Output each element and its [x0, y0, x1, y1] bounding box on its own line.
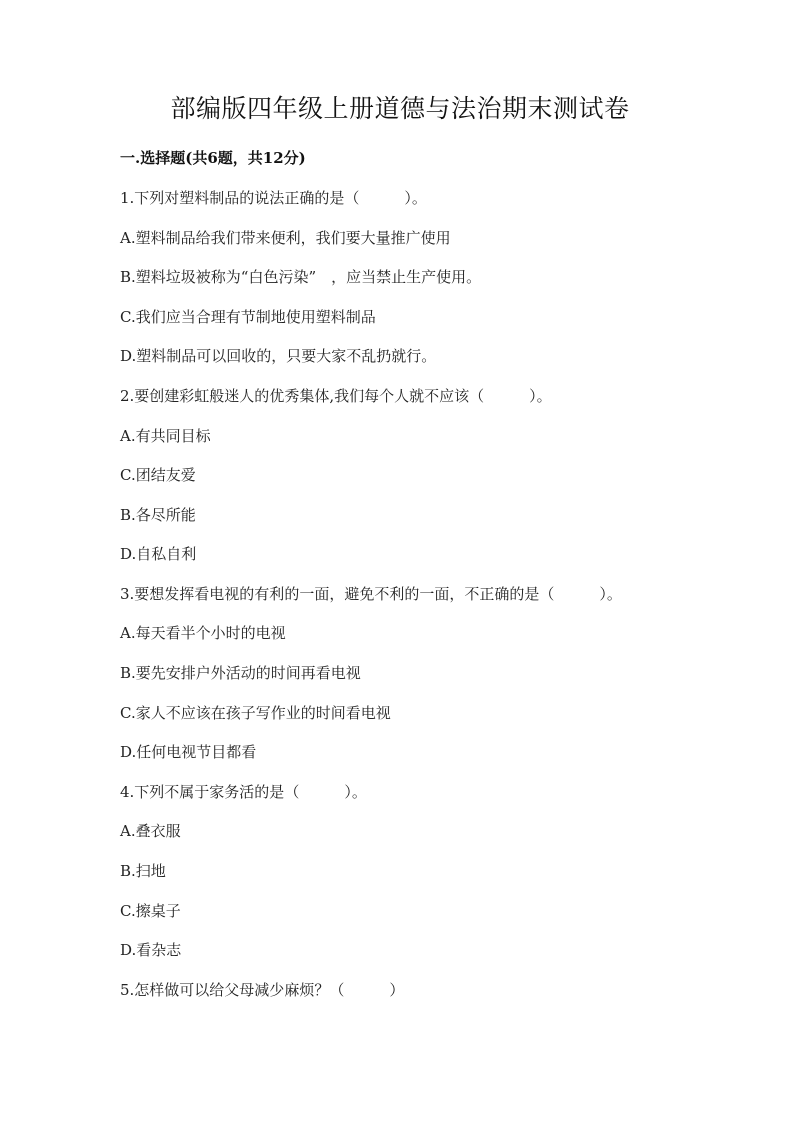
question-2-option-1: A.有共同目标 — [120, 427, 211, 445]
question-3-stem: 3.要想发挥看电视的有利的一面，避免不利的一面，不正确的是（ ）。 — [120, 585, 622, 603]
question-4-option-d: D.看杂志 — [120, 941, 182, 959]
question-4-option-b: B.扫地 — [120, 862, 166, 880]
section-heading: 一.选择题(共6题，共12分) — [120, 149, 306, 167]
question-3-option-a: A.每天看半个小时的电视 — [120, 624, 286, 642]
question-2-option-3: B.各尽所能 — [120, 506, 196, 524]
question-1-option-a: A.塑料制品给我们带来便利，我们要大量推广使用 — [120, 229, 451, 247]
question-1-option-c: C.我们应当合理有节制地使用塑料制品 — [120, 308, 376, 326]
question-3-option-b: B.要先安排户外活动的时间再看电视 — [120, 664, 361, 682]
question-2-option-2: C.团结友爱 — [120, 466, 196, 484]
question-1-option-b: B.塑料垃圾被称为“白色污染” ，应当禁止生产使用。 — [120, 268, 482, 286]
question-4-option-c: C.擦桌子 — [120, 902, 181, 920]
question-1-option-d: D.塑料制品可以回收的，只要大家不乱扔就行。 — [120, 347, 437, 365]
question-4-option-a: A.叠衣服 — [120, 822, 181, 840]
question-5-stem: 5.怎样做可以给父母减少麻烦？（ ） — [120, 981, 405, 999]
question-3-option-c: C.家人不应该在孩子写作业的时间看电视 — [120, 704, 391, 722]
question-3-option-d: D.任何电视节目都看 — [120, 743, 257, 761]
question-4-stem: 4.下列不属于家务活的是（ ）。 — [120, 783, 367, 801]
question-1-stem: 1.下列对塑料制品的说法正确的是（ ）。 — [120, 189, 427, 207]
question-2-option-4: D.自私自利 — [120, 545, 197, 563]
question-2-stem: 2.要创建彩虹般迷人的优秀集体,我们每个人就不应该（ ）。 — [120, 387, 552, 405]
document-title: 部编版四年级上册道德与法治期末测试卷 — [170, 94, 630, 123]
